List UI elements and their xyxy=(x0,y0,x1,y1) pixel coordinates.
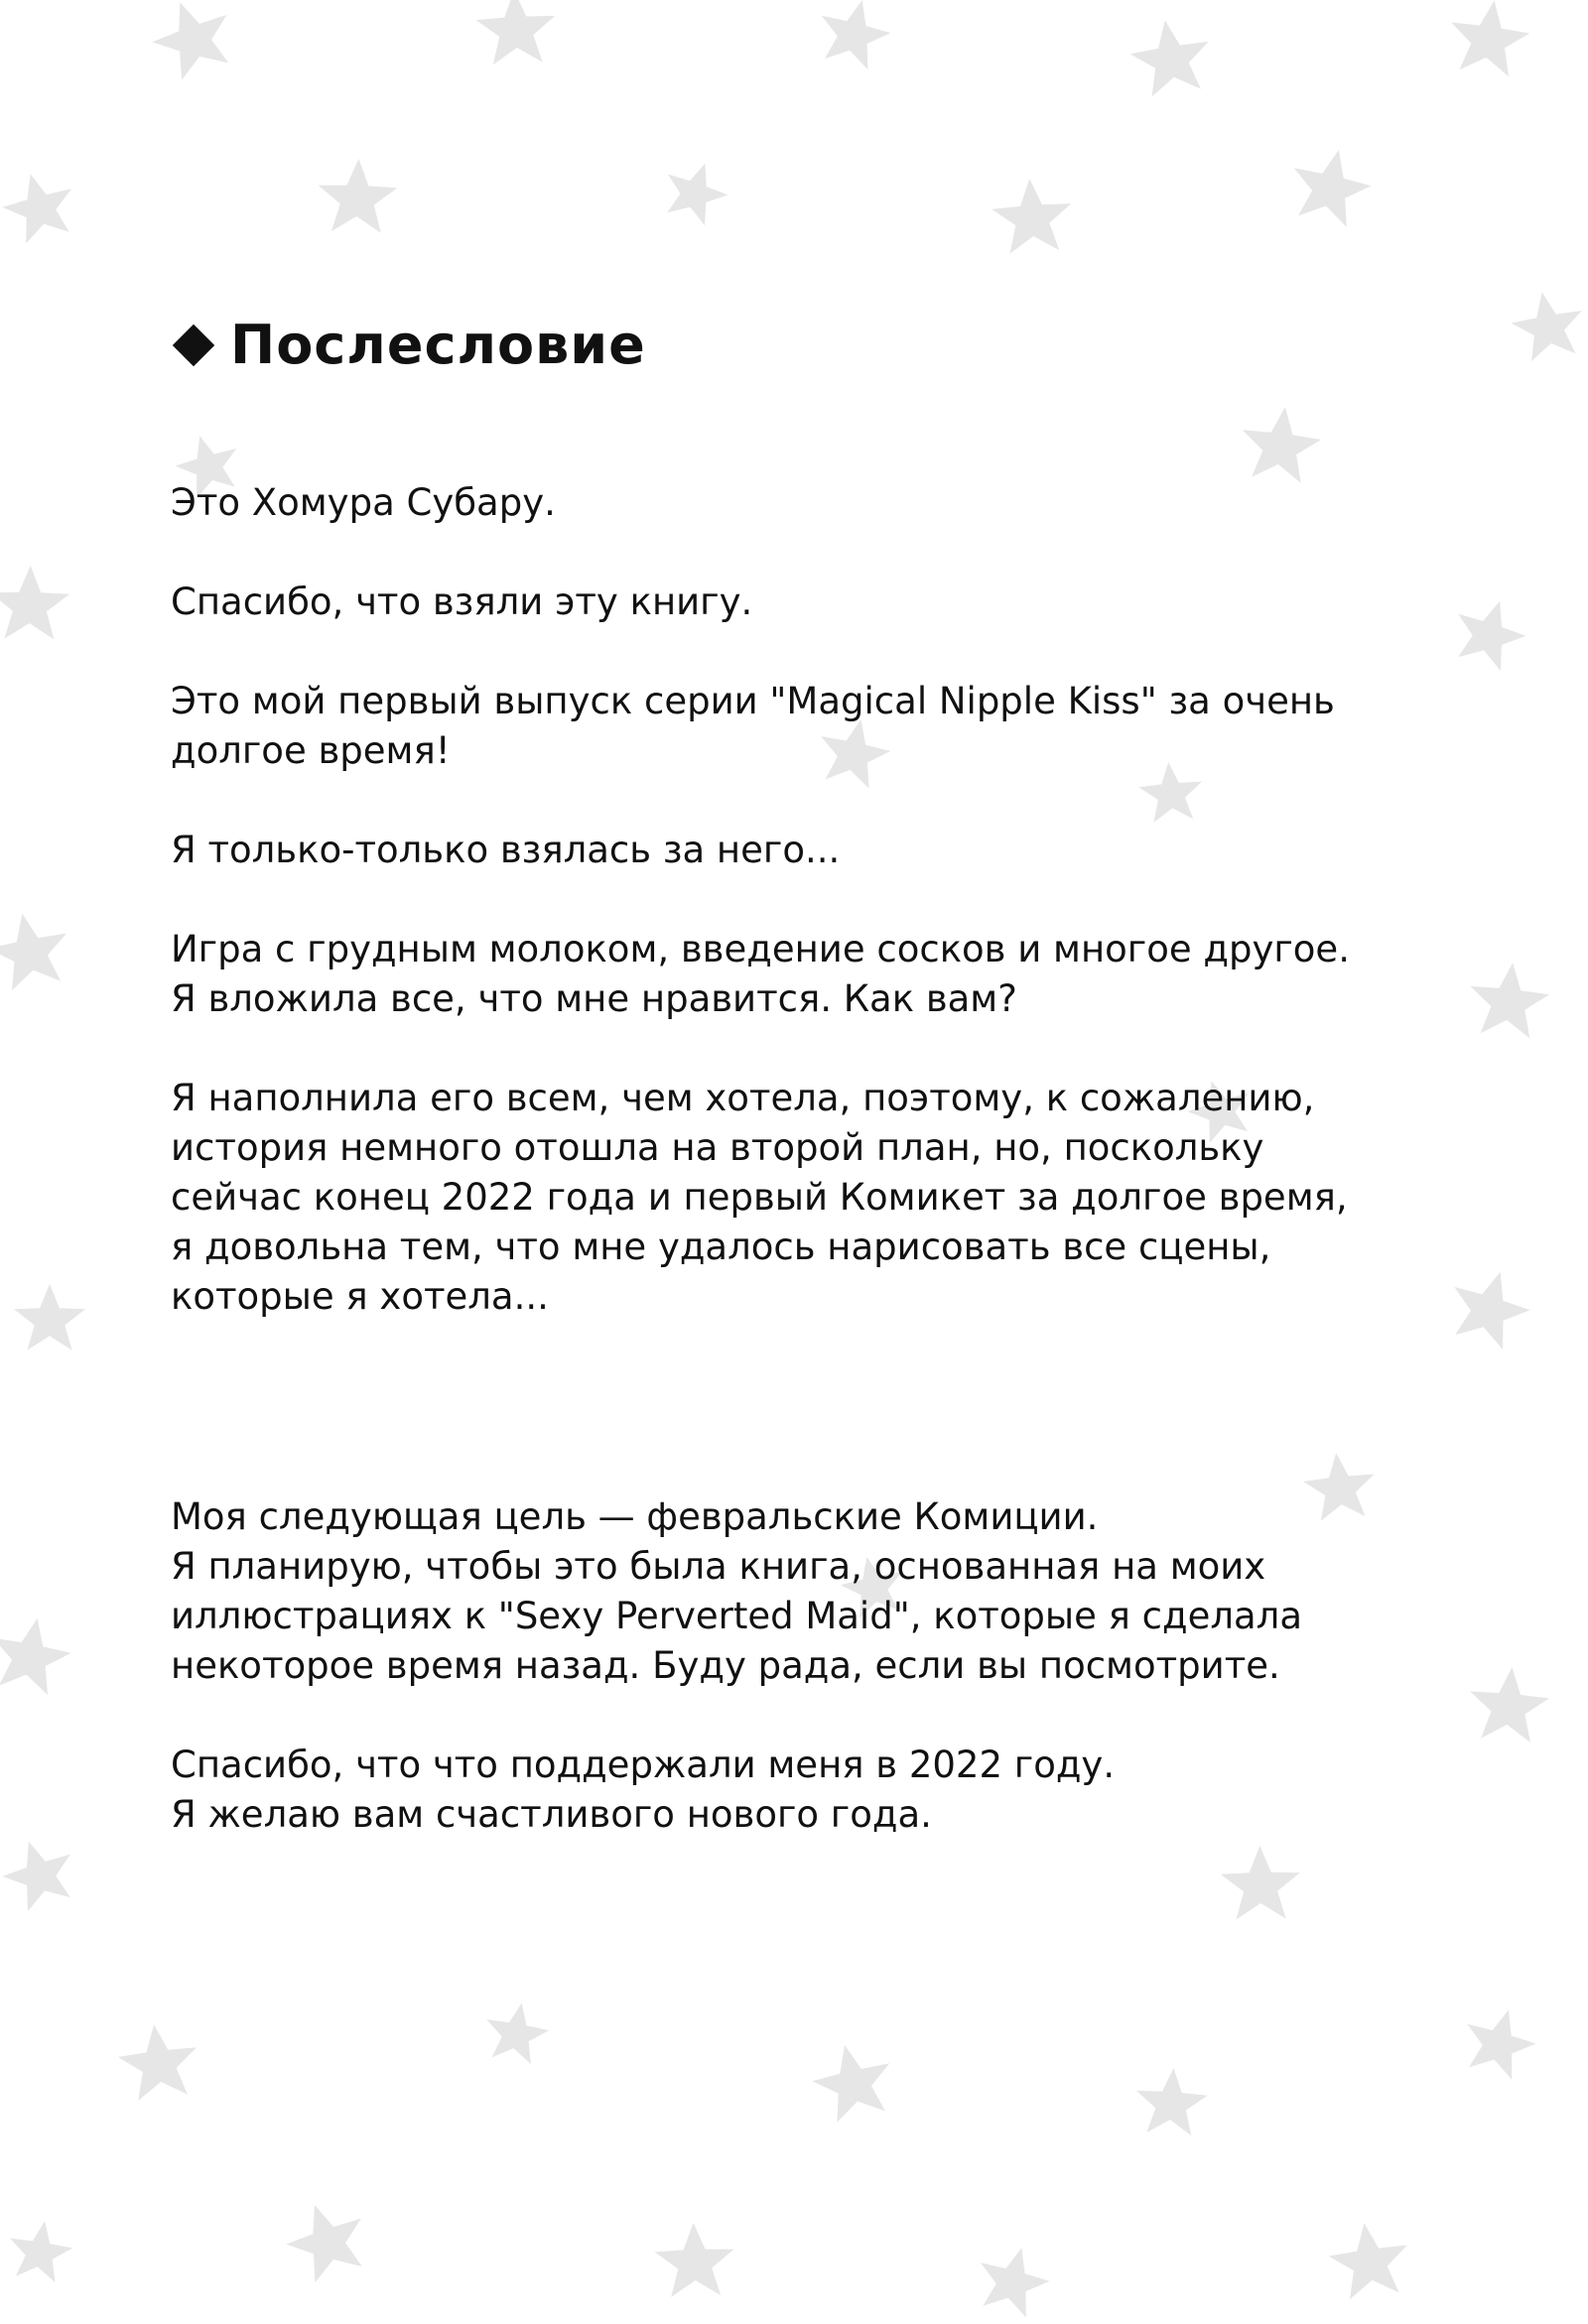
text-line: Это Хомура Субару. xyxy=(171,481,556,524)
star-icon xyxy=(806,2036,900,2126)
diamond-icon xyxy=(173,324,214,366)
text-line: некоторое время назад. Буду рада, если вы посмотрите. xyxy=(171,1644,1280,1687)
text-line: Я вложила все, что мне нравится. Как вам? xyxy=(171,977,1017,1020)
paragraph-first-issue xyxy=(171,677,1461,776)
star-icon xyxy=(317,158,399,234)
text-line: Я планирую, чтобы это была книга, основанная на моих xyxy=(171,1545,1266,1588)
text-line: Спасибо, что взяли эту книгу. xyxy=(171,581,753,623)
text-line: история немного отошла на второй план, но, поскольку xyxy=(171,1126,1264,1169)
text-line: я довольна тем, что мне удалось нарисовать все сцены, xyxy=(171,1226,1271,1268)
star-icon xyxy=(990,176,1074,254)
star-icon xyxy=(0,165,82,247)
star-icon xyxy=(1466,1664,1551,1744)
star-icon xyxy=(812,0,897,72)
text-line: Спасибо, что что поддержали меня в 2022 году. xyxy=(171,1743,1116,1786)
star-icon xyxy=(4,2216,75,2283)
paragraph-closing xyxy=(171,1741,1461,1840)
paragraph-story xyxy=(171,1074,1461,1322)
star-icon xyxy=(1133,2066,1209,2136)
star-icon xyxy=(1507,286,1588,363)
star-icon xyxy=(0,1831,83,1916)
star-icon xyxy=(277,2192,376,2287)
text-line: Моя следующая цель — февральские Комиции. xyxy=(171,1495,1099,1538)
paragraph-started xyxy=(171,826,1461,875)
page-title: Послесловие xyxy=(230,314,646,376)
star-icon xyxy=(654,2222,736,2298)
star-icon xyxy=(143,0,242,85)
star-icon xyxy=(970,2239,1056,2321)
paragraph-greeting xyxy=(171,478,1461,528)
star-icon xyxy=(0,1611,76,1698)
text-line: Я только-только взялась за него... xyxy=(171,829,841,871)
text-line: сейчас конец 2022 года и первый Комикет за долгое время, xyxy=(171,1176,1348,1219)
star-icon xyxy=(474,0,558,65)
text-line: Я желаю вам счастливого нового года. xyxy=(171,1793,932,1836)
star-icon xyxy=(1445,0,1534,78)
star-icon xyxy=(114,2019,201,2102)
star-icon xyxy=(0,565,70,639)
star-icon xyxy=(1456,2000,1543,2083)
text-line: которые я хотела... xyxy=(171,1275,549,1318)
text-line: Это мой первый выпуск серии "Magical Nipple Kiss" за очень xyxy=(171,680,1335,722)
star-icon xyxy=(0,906,75,993)
text-line: Я наполнила его всем, чем хотела, поэтому, к сожалению, xyxy=(171,1077,1315,1119)
star-icon xyxy=(1325,2218,1414,2301)
star-icon xyxy=(1125,14,1216,99)
title-row xyxy=(171,316,1461,375)
text-line: иллюстрациях к "Sexy Perverted Maid", которые я сделала xyxy=(171,1595,1302,1637)
text-line: долгое время! xyxy=(171,729,451,772)
afterword-content xyxy=(171,316,1461,1889)
star-icon xyxy=(14,1284,85,1351)
text-line: Игра с грудным молоком, введение сосков и многое другое. xyxy=(171,928,1350,970)
star-icon xyxy=(1466,959,1552,1040)
star-icon xyxy=(480,1998,553,2066)
star-icon xyxy=(1283,141,1378,230)
paragraph-next-goal xyxy=(171,1492,1461,1691)
paragraph-content xyxy=(171,925,1461,1024)
star-icon xyxy=(656,153,735,229)
paragraph-thanks xyxy=(171,578,1461,627)
